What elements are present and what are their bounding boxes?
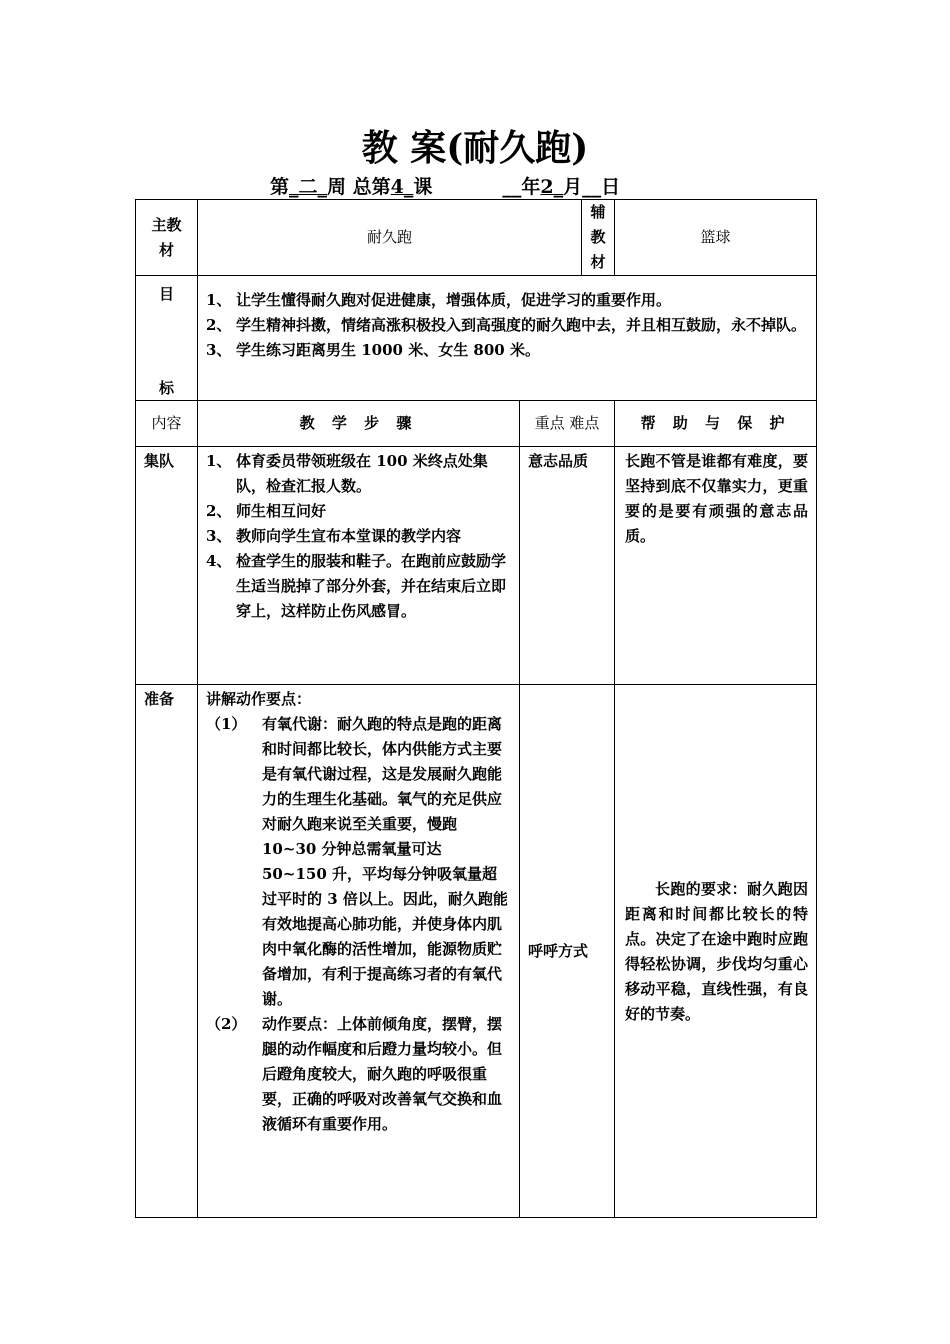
lesson-info-line: [270, 175, 620, 199]
goal-item: 2、 学生精神抖擞，情绪高涨积极投入到高强度的耐久跑中去，并且相互鼓励，永不掉队。: [206, 316, 807, 334]
col-help-header: 帮 助 与 保 护: [615, 401, 817, 447]
row-help: 长跑不管是谁都有难度，要坚持到底不仅靠实力，更重要的是要有顽强的意志品质。: [615, 447, 817, 685]
column-header-row: [136, 401, 817, 447]
col-steps-header: 教 学 步 骤: [198, 401, 520, 447]
main-material-label: 主教材: [136, 200, 198, 276]
lesson-number: 4_: [390, 176, 414, 198]
step-item: （2） 动作要点：上体前倾角度，摆臂，摆腿的动作幅度和后蹬力量均较小。但后蹬角度较大，耐久跑的呼吸很重要，正确的呼吸对改善氧气交换和血液循环有重要作用。: [206, 1015, 503, 1133]
day-label: 日: [601, 176, 621, 198]
year-label: 年: [521, 176, 541, 198]
step-item: 1、 体育委员带领班级在 100 米终点处集队，检查汇报人数。: [206, 452, 488, 495]
row-steps: [198, 447, 520, 685]
steps-intro: 讲解动作要点：: [206, 690, 312, 708]
row-key-point: 呼呼方式: [520, 685, 615, 1218]
goal-item: 3、 学生练习距离男生 1000 米、女生 800 米。: [206, 341, 540, 359]
row-key-point: 意志品质: [520, 447, 615, 685]
aux-material-label: 辅教材: [582, 200, 615, 276]
row-steps: [198, 685, 520, 1218]
main-material-value: 耐久跑: [198, 200, 582, 276]
week-number: _二_: [289, 176, 328, 198]
row-label: 准备: [136, 685, 198, 1218]
step-item: 3、 教师向学生宣布本堂课的教学内容: [206, 527, 462, 545]
row-help: 长跑的要求：耐久跑因距离和时间都比较长的特点。决定了在途中跑时应跑得轻松协调，步伐均匀重心移动平稳，直线性强，有良好的节奏。: [615, 685, 817, 1218]
row-label: 集队: [136, 447, 198, 685]
header-row: [136, 200, 817, 276]
goals-content: [198, 276, 817, 401]
week-suffix: 周 总第: [327, 176, 391, 198]
row-assembly: [136, 447, 817, 685]
week-prefix: 第: [270, 176, 290, 198]
col-key-header: 重点 难点: [520, 401, 615, 447]
aux-material-value: 篮球: [615, 200, 817, 276]
step-item: 2、 师生相互问好: [206, 502, 327, 520]
goals-row: [136, 276, 817, 401]
month-number: 2_: [540, 176, 564, 198]
goals-label: 目 标: [136, 276, 198, 401]
row-preparation: [136, 685, 817, 1218]
document-title: 教 案(耐久跑): [361, 127, 589, 169]
month-label: 月: [563, 176, 583, 198]
year-blank: __: [502, 176, 522, 198]
col-content-header: 内容: [136, 401, 198, 447]
day-blank: __: [582, 176, 602, 198]
step-item: 4、 检查学生的服装和鞋子。在跑前应鼓励学生适当脱掉了部分外套，并在结束后立即穿上，这样防止伤风感冒。: [206, 552, 507, 620]
lesson-plan-table: [135, 199, 817, 1218]
lesson-suffix: 课: [413, 176, 433, 198]
step-item: （1） 有氧代谢：耐久跑的特点是跑的距离和时间都比较长，体内供能方式主要是有氧代谢过程，这是发展耐久跑能力的生理生化基础。氧气的充足供应对耐久跑来说至关重要，慢跑 10~30 分钟总需氧量可达 50~150 升，平均每分钟吸氧量超过平时的 3 倍以上。因此，耐久跑能有效地提高心肺功能，并使身体内肌肉中氧化酶的活性增加，能源物质贮备增加，有利于提高练习者的有氧代谢。: [206, 715, 508, 1008]
goal-item: 1、 让学生懂得耐久跑对促进健康，增强体质，促进学习的重要作用。: [206, 291, 672, 309]
